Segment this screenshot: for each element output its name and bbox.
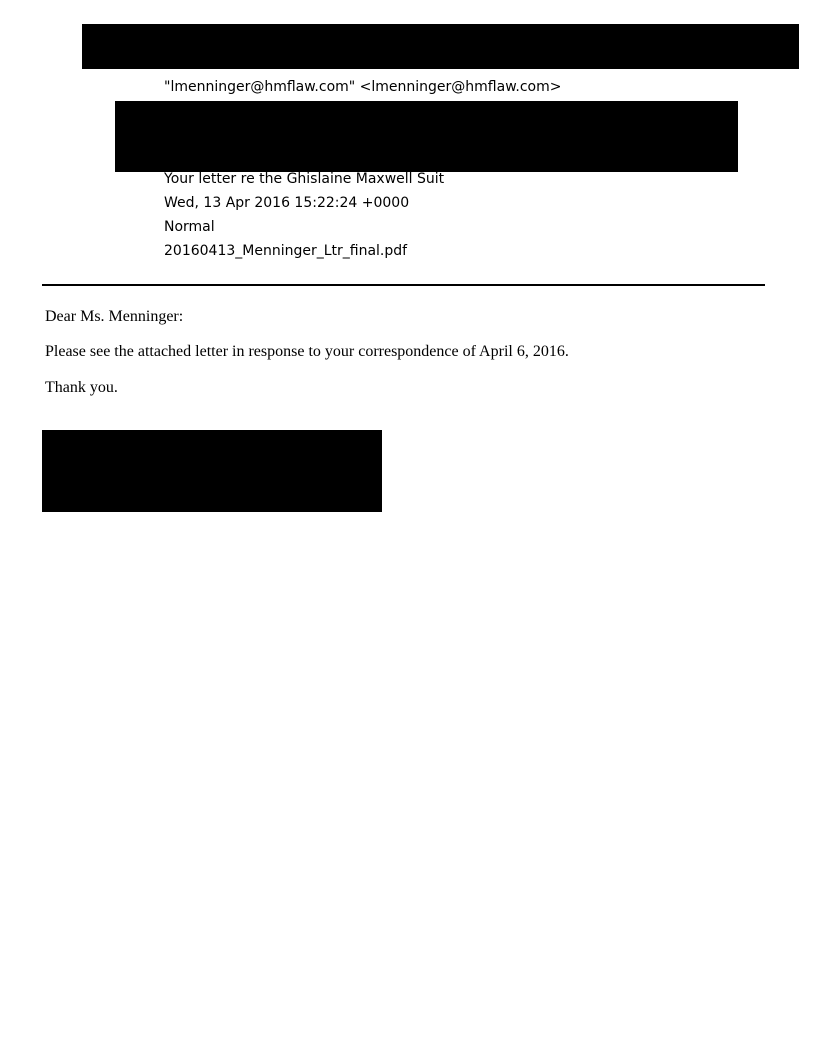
header-attachments-value: 20160413_Menninger_Ltr_final.pdf <box>164 243 408 259</box>
redaction-block-from <box>82 24 799 69</box>
email-salutation: Dear Ms. Menninger: <box>45 308 184 325</box>
header-subject-value: Your letter re the Ghislaine Maxwell Suit <box>164 171 445 187</box>
header-to-value: "lmenninger@hmflaw.com" <lmenninger@hmflaw.com> <box>164 79 562 95</box>
header-divider <box>42 284 765 286</box>
redaction-block-cc <box>115 101 738 172</box>
redaction-block-signature <box>42 430 382 512</box>
email-body-paragraph: Please see the attached letter in response to your correspondence of April 6, 2016. <box>45 343 569 360</box>
email-closing: Thank you. <box>45 379 118 396</box>
header-importance-value: Normal <box>164 219 215 235</box>
header-date-value: Wed, 13 Apr 2016 15:22:24 +0000 <box>164 195 410 211</box>
